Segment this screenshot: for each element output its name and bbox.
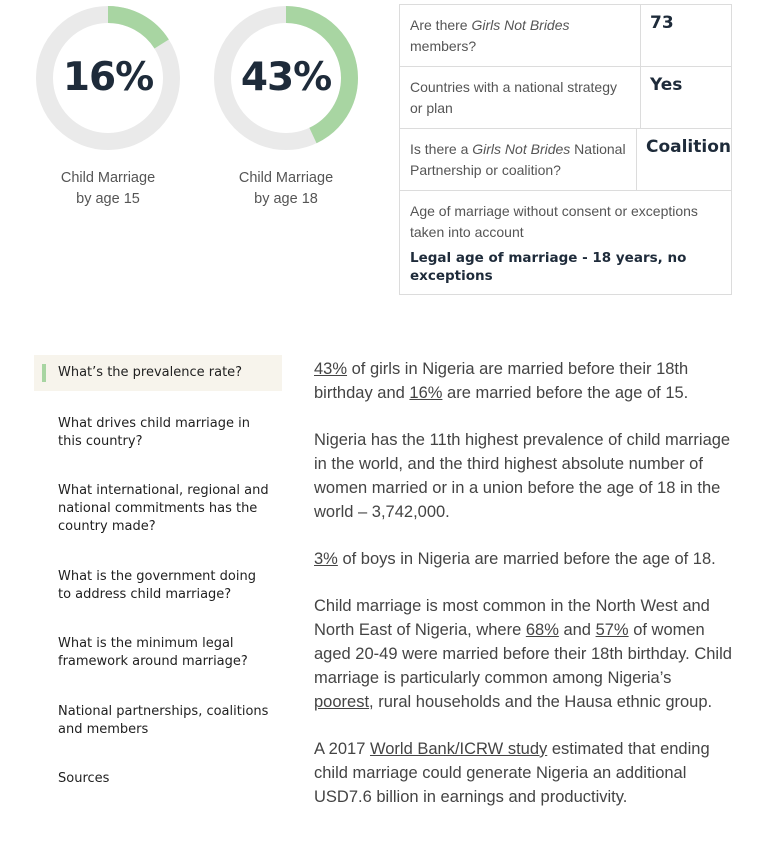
stats-answer: Yes	[650, 75, 683, 95]
donut-chart-age-15	[34, 4, 182, 152]
paragraph-text: of girls in Nigeria are married before their 18th birthday and	[314, 360, 689, 402]
stats-question	[400, 129, 637, 190]
paragraph-girls-prevalence	[314, 357, 734, 405]
nav-item-sources[interactable]: Sources	[58, 771, 110, 786]
donut-label-line: Child Marriage	[238, 170, 334, 186]
nav-item-government[interactable]: What is the government doing to address child marriage?	[58, 569, 256, 602]
paragraph-text: Child marriage is most common in the North West and North East of Nigeria, where	[314, 597, 710, 639]
paragraph-regions	[314, 594, 734, 714]
stats-row-members	[400, 5, 731, 67]
stat-link[interactable]: 68%	[525, 621, 559, 639]
stat-link[interactable]: 43%	[314, 360, 348, 378]
stats-row-legal-age	[400, 191, 731, 294]
stats-question: Age of marriage without consent or exceptions taken into account	[410, 203, 698, 240]
stats-row-strategy	[400, 67, 731, 129]
paragraph-text: , rural households and the Hausa ethnic group.	[369, 693, 713, 711]
paragraph-economic-cost	[314, 737, 734, 809]
donut-label-line: by age 18	[254, 191, 318, 207]
question-text: Are there	[410, 17, 472, 33]
nav-item-drivers[interactable]: What drives child marriage in this country?	[58, 416, 250, 449]
donut-value: 16%	[62, 55, 154, 100]
stats-question	[400, 5, 641, 66]
paragraph-text: of boys in Nigeria are married before the age of 18.	[337, 550, 716, 568]
paragraph-text: and	[558, 621, 596, 639]
nav-item-commitments[interactable]: What international, regional and national commitments has the country made?	[58, 483, 269, 534]
question-text: members?	[410, 38, 477, 54]
question-text: Is there a	[410, 141, 473, 157]
nav-item-partnerships[interactable]: National partnerships, coalitions and members	[58, 704, 269, 737]
org-name: Girls Not Brides	[472, 141, 571, 157]
country-stats-table	[399, 4, 732, 295]
paragraph-ranking: Nigeria has the 11th highest prevalence of child marriage in the world, and the third highest absolute number of women married or in a union before the age of 18 in the world – 3,742,000.	[314, 431, 731, 521]
donut-label-line: Child Marriage	[60, 170, 156, 186]
donut-label-line: by age 15	[76, 191, 140, 207]
paragraph-text: are married before the age of 15.	[442, 384, 689, 402]
stats-row-partnership	[400, 129, 731, 191]
paragraph-boys-prevalence	[314, 547, 734, 571]
paragraph-text: A 2017	[314, 740, 370, 758]
question-text: National Partnership or coalition?	[410, 141, 626, 178]
org-name: Girls Not Brides	[471, 17, 570, 33]
donut-chart-age-18	[212, 4, 360, 152]
stat-link[interactable]: 3%	[314, 550, 338, 568]
donut-label-age-18	[212, 168, 360, 210]
prevalence-content	[314, 357, 734, 832]
stats-answer: 73	[650, 13, 674, 33]
stats-question: Countries with a national strategy or plan	[400, 67, 641, 128]
paragraph-text: of women aged 20-49 were married before their 18th birthday. Child marriage is particularly common among Nigeria’s	[314, 621, 732, 687]
paragraph-text: estimated that ending child marriage could generate Nigeria an additional USD7.6 billion in earnings and productivity.	[314, 740, 710, 806]
nav-item-prevalence[interactable]: What’s the prevalence rate?	[34, 355, 282, 391]
donut-value: 43%	[240, 55, 332, 100]
stats-answer: Coalition	[645, 137, 731, 157]
stat-link[interactable]: 16%	[409, 384, 443, 402]
stat-link[interactable]: 57%	[595, 621, 629, 639]
stats-answer: Legal age of marriage - 18 years, no exceptions	[410, 250, 687, 284]
study-link[interactable]: World Bank/ICRW study	[369, 740, 548, 758]
stat-link[interactable]: poorest	[314, 693, 370, 711]
nav-item-legal-framework[interactable]: What is the minimum legal framework around marriage?	[58, 636, 248, 669]
donut-label-age-15	[34, 168, 182, 210]
